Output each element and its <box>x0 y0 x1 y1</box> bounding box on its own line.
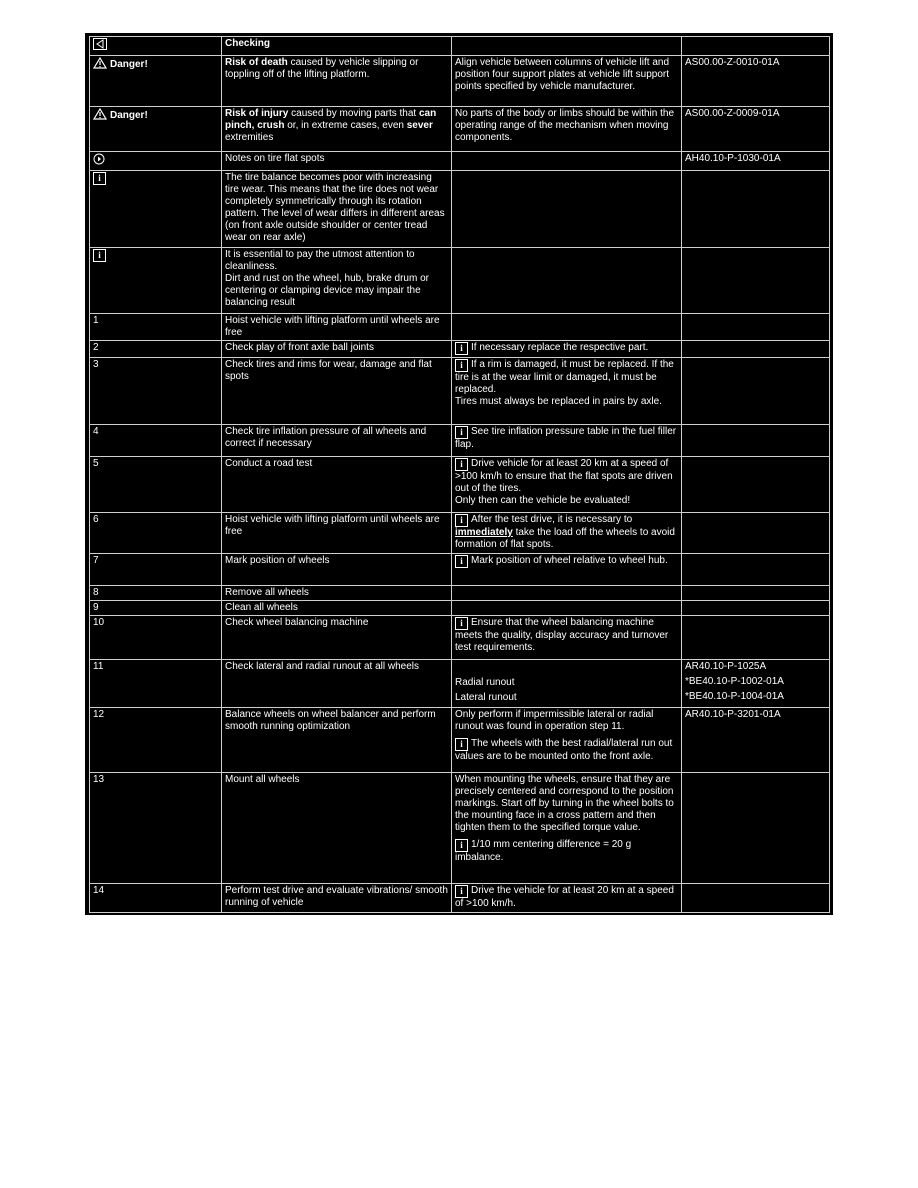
danger-row-death: Danger! Risk of death caused by vehicle slipping or toppling off of the lifting platform. Align vehicle between columns of vehicle lift and position four support plates at vehicle lift support points specified by vehicle manufacturer. AS00.00-Z-0010-01A <box>90 56 830 107</box>
book-arrow-icon <box>93 38 107 50</box>
header-row <box>90 37 830 56</box>
header-icon-cell <box>90 37 222 56</box>
step-row: 6 Hoist vehicle with lifting platform until wheels are free i After the test drive, it is necessary to immediately take the load off the wheels to avoid formation of flat spots. <box>90 513 830 554</box>
danger-label: Danger! <box>110 110 148 121</box>
step-row: 10 Check wheel balancing machine i Ensure that the wheel balancing machine meets the quality, display accuracy and turnover test requirements. <box>90 616 830 660</box>
info-icon: i <box>455 342 468 355</box>
ref-cell: AH40.10-P-1030-01A <box>682 152 830 171</box>
info-icon: i <box>455 555 468 568</box>
step-row: 13 Mount all wheels When mounting the wheels, ensure that they are precisely centered and correspond to the position markings. Start off by turning in the wheel bolts to the mounting face in a cross pattern and then tighten them to the specified torque value. i 1/10 mm centering difference = 20 g imbalance. <box>90 773 830 884</box>
warning-triangle-icon <box>93 108 107 120</box>
warning-triangle-icon <box>93 57 107 69</box>
info-row-1: i The tire balance becomes poor with increasing tire wear. This means that the tire does not wear completely symmetrically through its rotation pattern. The level of wear differs in different areas (on front axle outside shoulder or center tread wear on rear axle) <box>90 171 830 248</box>
step-row: 9 Clean all wheels <box>90 601 830 616</box>
instruction-sheet <box>85 33 833 915</box>
step-row: 11 Check lateral and radial runout at all wheels Radial runout Lateral runout AR40.10-P-1025A *BE40.10-P-1002-01A *BE40.10-P-1004-01A <box>90 660 830 708</box>
info-icon: i <box>455 839 468 852</box>
info-icon: i <box>93 249 106 262</box>
danger-row-injury: Danger! Risk of injury caused by moving parts that can pinch, crush or, in extreme cases, even sever extremities No parts of the body or limbs should be within the operating range of the mechanism when moving components. AS00.00-Z-0009-01A <box>90 107 830 152</box>
step-row: 7 Mark position of wheels i Mark position of wheel relative to wheel hub. <box>90 554 830 586</box>
step-row: 8 Remove all wheels <box>90 586 830 601</box>
step-row: 1 Hoist vehicle with lifting platform until wheels are free <box>90 314 830 341</box>
info-icon: i <box>93 172 106 185</box>
step-row: 4 Check tire inflation pressure of all wheels and correct if necessary i See tire inflation pressure table in the fuel filler flap. <box>90 425 830 457</box>
page-title: Checking <box>222 37 452 56</box>
ref-cell: AS00.00-Z-0009-01A <box>682 107 830 152</box>
step-row: 12 Balance wheels on wheel balancer and perform smooth running optimization Only perform if impermissible lateral or radial runout was found in operation step 11. i The wheels with the best radial/lateral run out values are to be mounted onto the front axle. AR40.10-P-3201-01A <box>90 708 830 773</box>
step-row: 5 Conduct a road test i Drive vehicle for at least 20 km at a speed of >100 km/h to ensure that the flat spots are driven out of the tires. Only then can the vehicle be evaluated! <box>90 457 830 513</box>
step-row: 2 Check play of front axle ball joints i If necessary replace the respective part. <box>90 341 830 358</box>
danger-label: Danger! <box>110 59 148 70</box>
step-row: 14 Perform test drive and evaluate vibrations/ smooth running of vehicle i Drive the vehicle for at least 20 km at a speed of >100 km/h. <box>90 884 830 913</box>
info-icon: i <box>455 617 468 630</box>
step-row: 3 Check tires and rims for wear, damage and flat spots i If a rim is damaged, it must be replaced. If the tire is at the wear limit or damaged, it must be replaced. Tires must always be replaced in pairs by axle. <box>90 358 830 425</box>
ref-cell: AS00.00-Z-0010-01A <box>682 56 830 107</box>
info-icon: i <box>455 514 468 527</box>
info-icon: i <box>455 885 468 898</box>
checking-table <box>89 36 830 913</box>
ref-cell: AR40.10-P-3201-01A <box>682 708 830 773</box>
info-icon: i <box>455 359 468 372</box>
info-icon: i <box>455 458 468 471</box>
info-icon: i <box>455 426 468 439</box>
tire-note-icon <box>93 153 105 165</box>
ref-cell: AR40.10-P-1025A *BE40.10-P-1002-01A *BE40.10-P-1004-01A <box>682 660 830 708</box>
notes-row: Notes on tire flat spots AH40.10-P-1030-01A <box>90 152 830 171</box>
info-icon: i <box>455 738 468 751</box>
info-row-2: i It is essential to pay the utmost attention to cleanliness. Dirt and rust on the wheel, hub, brake drum or centering or clamping device may impair the balancing result <box>90 248 830 314</box>
